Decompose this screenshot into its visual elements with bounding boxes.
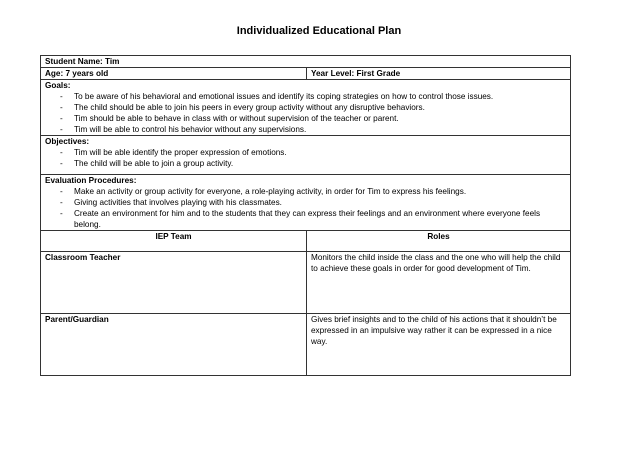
evaluation-item: - Make an activity or group activity for everyone, a role-playing activity, in order for Tim to express his feelings. [74, 186, 566, 197]
team-header-row [41, 231, 571, 252]
goal-item: - To be aware of his behavioral and emotional issues and identify its coping strategies on how to control those issues. [74, 91, 566, 102]
team-member: Parent/Guardian [41, 314, 307, 376]
team-row [41, 314, 571, 376]
team-role: Gives brief insights and to the child of his actions that it shouldn’t be expressed in an impulsive way rather it can be expressed in a nice way. [307, 314, 571, 376]
student-age: Age: 7 years old [41, 68, 307, 80]
student-name: Student Name: Tim [41, 56, 571, 68]
goals-list [45, 91, 566, 135]
evaluation-section [41, 175, 571, 231]
evaluation-heading: Evaluation Procedures: [45, 176, 137, 185]
age-level-row [41, 68, 571, 80]
year-level: Year Level: First Grade [307, 68, 571, 80]
roles-header: Roles [307, 231, 571, 252]
objectives-heading: Objectives: [45, 137, 90, 146]
objective-item: - The child will be able to join a group activity. [74, 158, 566, 169]
objectives-section [41, 136, 571, 175]
student-name-row [41, 56, 571, 68]
goals-section [41, 80, 571, 136]
goal-item: - Tim will be able to control his behavior without any supervisions. [74, 124, 566, 135]
team-role: Monitors the child inside the class and the one who will help the child to achieve these goals in order for good development of Tim. [307, 252, 571, 314]
evaluation-item: - Giving activities that involves playing with his classmates. [74, 197, 566, 208]
objective-item: - Tim will be able identify the proper expression of emotions. [74, 147, 566, 158]
goal-item: - The child should be able to join his peers in every group activity without any disruptive behaviors. [74, 102, 566, 113]
iep-team-header: IEP Team [41, 231, 307, 252]
goal-item: - Tim should be able to behave in class with or without supervision of the teacher or parent. [74, 113, 566, 124]
document-title: Individualized Educational Plan [236, 25, 402, 37]
objectives-row [41, 136, 571, 175]
evaluation-row [41, 175, 571, 231]
goals-heading: Goals: [45, 81, 71, 90]
evaluation-list [45, 186, 566, 230]
goals-row [41, 80, 571, 136]
iep-table [40, 55, 571, 376]
evaluation-item: - Create an environment for him and to the students that they can express their feelings and an environment where everyone feels belong. [74, 208, 566, 230]
team-member: Classroom Teacher [41, 252, 307, 314]
team-row [41, 252, 571, 314]
objectives-list [45, 147, 566, 169]
